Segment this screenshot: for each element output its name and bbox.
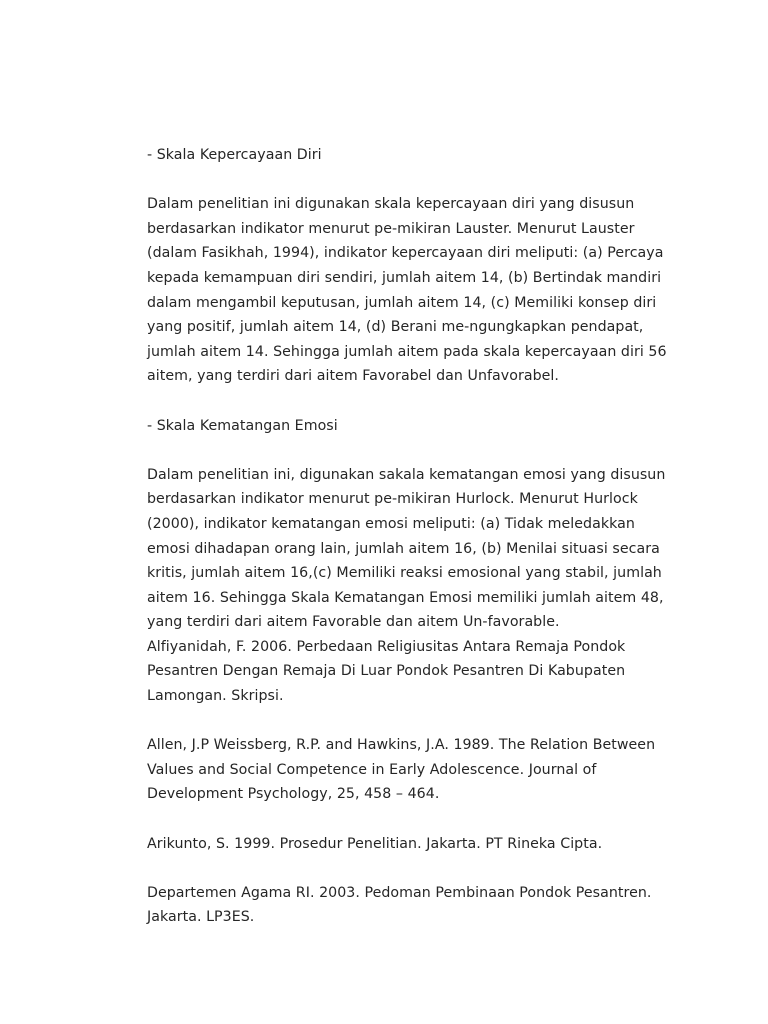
spacer [147, 856, 667, 881]
section-heading-kepercayaan-diri: - Skala Kepercayaan Diri [147, 147, 322, 163]
spacer [147, 389, 667, 414]
spacer [147, 168, 667, 193]
reference-entry: Allen, J.P Weissberg, R.P. and Hawkins, J.A. 1989. The Relation Between Values and Social Competence in Early Adolescence. Journal of Development Psychology, 25, 458 – 464. [147, 737, 656, 803]
section-heading-kematangan-emosi: - Skala Kematangan Emosi [147, 417, 338, 434]
reference-entry: Departemen Agama RI. 2003. Pedoman Pembinaan Pondok Pesantren. Jakarta. LP3ES. [147, 884, 652, 926]
reference-entry: Arikunto, S. 1999. Prosedur Penelitian. Jakarta. PT Rineka Cipta. [147, 835, 603, 852]
spacer [147, 438, 667, 463]
paragraph-kepercayaan-diri: Dalam penelitian ini digunakan skala kepercayaan diri yang disusun berdasarkan indikator menurut pe-mikiran Lauster. Menurut Lauster (dalam Fasikhah, 1994), indikator kepercayaan diri meliputi: (a) Percaya kepada kemampuan diri sendiri, jumlah aitem 14, (b) Bertindak mandiri dalam mengambil keputusan, jumlah aitem 14, (c) Memiliki konsep diri yang positif, jumlah aitem 14, (d) Berani me-ngungkapkan pendapat, jumlah aitem 14. Sehingga jumlah aitem pada skala kepercayaan diri 56 aitem, yang terdiri dari aitem Favorabel dan Unfavorabel. [147, 196, 667, 385]
reference-entry: Alfiyanidah, F. 2006. Perbedaan Religiusitas Antara Remaja Pondok Pesantren Dengan Remaja Di Luar Pondok Pesantren Di Kabupaten Lamongan. Skripsi. [147, 638, 626, 705]
document-body [147, 143, 667, 930]
spacer [147, 709, 667, 734]
spacer [147, 807, 667, 832]
paragraph-kematangan-emosi: Dalam penelitian ini, digunakan sakala kematangan emosi yang disusun berdasarkan indikator menurut pe-mikiran Hurlock. Menurut Hurlock (2000), indikator kematangan emosi meliputi: (a) Tidak meledakkan emosi dihadapan orang lain, jumlah aitem 16, (b) Menilai situasi secara kritis, jumlah aitem 16,(c) Memiliki reaksi emosional yang stabil, jumlah aitem 16. Sehingga Skala Kematangan Emosi memiliki jumlah aitem 48, yang terdiri dari aitem Favorable dan aitem Un-favorable. [147, 466, 666, 631]
